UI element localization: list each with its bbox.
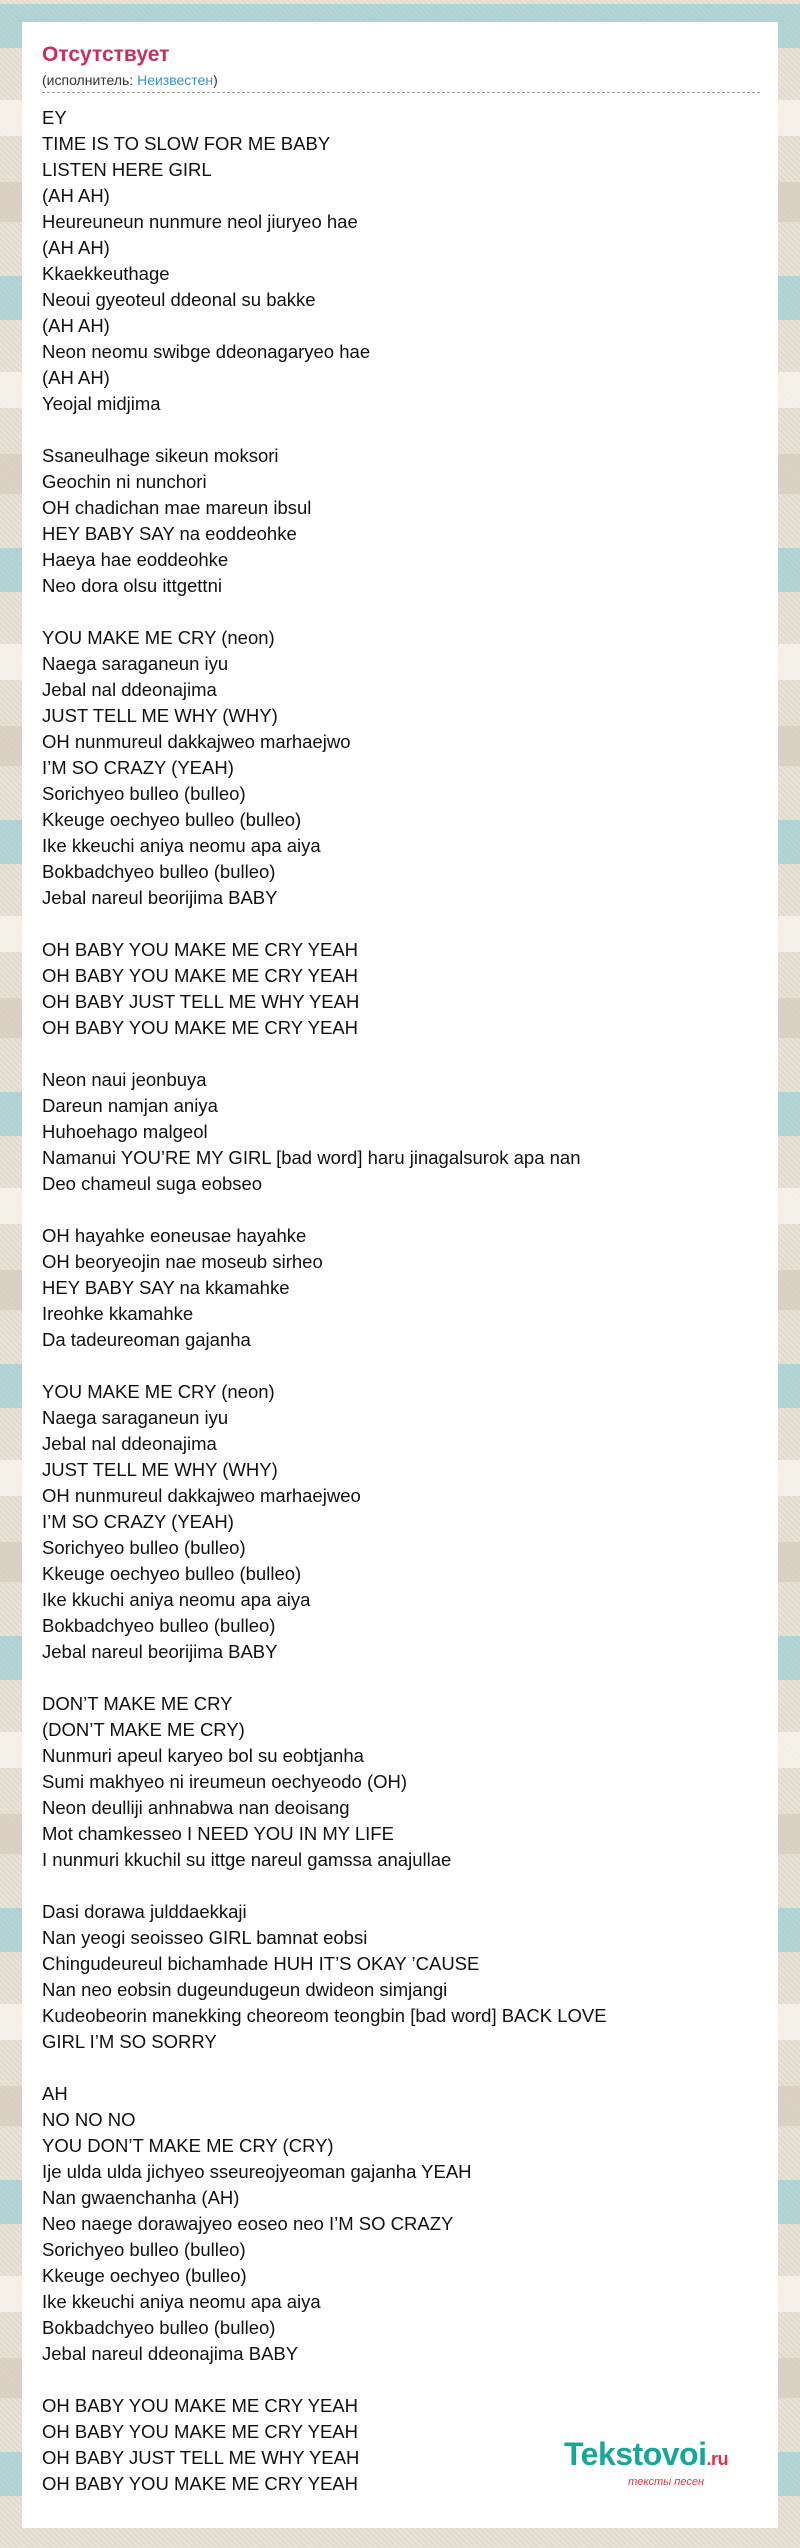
lyric-line: Ike kkuchi aniya neomu apa aiya: [42, 1589, 311, 1610]
lyric-line: OH BABY YOU MAKE ME CRY YEAH: [42, 2395, 358, 2416]
artist-suffix: ): [213, 72, 218, 88]
lyric-line: (AH AH): [42, 237, 110, 258]
logo-tld: .ru: [706, 2449, 728, 2469]
lyric-line: Yeojal midjima: [42, 393, 161, 414]
lyric-line: OH BABY YOU MAKE ME CRY YEAH: [42, 2421, 358, 2442]
lyric-line: Ije ulda ulda jichyeo sseureojyeoman gajanha YEAH: [42, 2161, 472, 2182]
lyric-line: OH nunmureul dakkajweo marhaejweo: [42, 1485, 361, 1506]
lyric-line: (AH AH): [42, 185, 110, 206]
lyric-line: OH BABY YOU MAKE ME CRY YEAH: [42, 1017, 358, 1038]
lyric-line: DON’T MAKE ME CRY: [42, 1693, 233, 1714]
stanza-gap: [42, 1353, 760, 1379]
lyric-line: Jebal nareul ddeonajima BABY: [42, 2343, 299, 2364]
lyric-line: Bokbadchyeo bulleo (bulleo): [42, 2317, 276, 2338]
song-title: Отсутствует: [42, 43, 170, 66]
logo-wordmark: [564, 2437, 728, 2476]
lyric-line: Ike kkeuchi aniya neomu apa aiya: [42, 835, 321, 856]
stanza-gap: [42, 1873, 760, 1899]
lyric-line: (DON’T MAKE ME CRY): [42, 1719, 245, 1740]
lyric-line: Nan gwaenchanha (AH): [42, 2187, 240, 2208]
lyric-line: Naega saraganeun iyu: [42, 1407, 229, 1428]
lyric-line: Kkaekkeuthage: [42, 263, 170, 284]
stanza-gap: [42, 911, 760, 937]
lyric-line: OH hayahke eoneusae hayahke: [42, 1225, 307, 1246]
site-logo[interactable]: [564, 2437, 728, 2488]
lyric-line: Bokbadchyeo bulleo (bulleo): [42, 861, 276, 882]
lyric-line: Huhoehago malgeol: [42, 1121, 208, 1142]
artist-line: [42, 72, 760, 88]
lyric-line: I nunmuri kkuchil su ittge nareul gamssa anajullae: [42, 1849, 452, 1870]
lyric-line: AH: [42, 2083, 68, 2104]
lyric-line: OH beoryeojin nae moseub sirheo: [42, 1251, 323, 1272]
lyric-line: OH chadichan mae mareun ibsul: [42, 497, 312, 518]
stanza-gap: [42, 1665, 760, 1691]
lyric-line: Jebal nareul beorijima BABY: [42, 1641, 278, 1662]
lyric-line: NO NO NO: [42, 2109, 136, 2130]
lyric-line: Jebal nareul beorijima BABY: [42, 887, 278, 908]
artist-prefix: (исполнитель:: [42, 72, 138, 88]
lyric-line: Namanui YOU’RE MY GIRL [bad word] haru jinagalsurok apa nan: [42, 1147, 581, 1168]
lyrics-card: [22, 22, 778, 2528]
lyric-line: Geochin ni nunchori: [42, 471, 207, 492]
lyric-line: Deo chameul suga eobseo: [42, 1173, 263, 1194]
lyric-line: Jebal nal ddeonajima: [42, 1433, 217, 1454]
lyric-line: Haeya hae eoddeohke: [42, 549, 229, 570]
logo-name: Tekstovoi: [563, 2436, 707, 2472]
stanza-gap: [42, 599, 760, 625]
lyric-line: JUST TELL ME WHY (WHY): [42, 705, 278, 726]
lyric-line: HEY BABY SAY na kkamahke: [42, 1277, 290, 1298]
lyric-line: Neoui gyeoteul ddeonal su bakke: [42, 289, 316, 310]
lyric-line: Sumi makhyeo ni ireumeun oechyeodo (OH): [42, 1771, 408, 1792]
lyric-line: OH BABY YOU MAKE ME CRY YEAH: [42, 965, 358, 986]
lyric-line: Neon naui jeonbuya: [42, 1069, 207, 1090]
lyric-line: Sorichyeo bulleo (bulleo): [42, 1537, 246, 1558]
lyric-line: Dasi dorawa julddaekkaji: [42, 1901, 247, 1922]
lyric-line: LISTEN HERE GIRL: [42, 159, 212, 180]
lyric-line: Kkeuge oechyeo (bulleo): [42, 2265, 247, 2286]
lyric-line: OH BABY JUST TELL ME WHY YEAH: [42, 991, 360, 1012]
lyric-line: YOU DON’T MAKE ME CRY (CRY): [42, 2135, 334, 2156]
lyric-line: Kkeuge oechyeo bulleo (bulleo): [42, 809, 302, 830]
lyric-line: OH BABY JUST TELL ME WHY YEAH: [42, 2447, 360, 2468]
lyric-line: Neon neomu swibge ddeonagaryeo hae: [42, 341, 371, 362]
lyric-line: OH nunmureul dakkajweo marhaejwo: [42, 731, 351, 752]
lyric-line: Neo dora olsu ittgettni: [42, 575, 222, 596]
lyric-line: EY: [42, 107, 67, 128]
lyric-line: Bokbadchyeo bulleo (bulleo): [42, 1615, 276, 1636]
lyric-line: Neon deulliji anhnabwa nan deoisang: [42, 1797, 350, 1818]
artist-link[interactable]: Неизвестен: [137, 72, 214, 88]
lyric-line: Da tadeureoman gajanha: [42, 1329, 251, 1350]
lyric-line: HEY BABY SAY na eoddeohke: [42, 523, 297, 544]
lyric-line: Nan yeogi seoisseo GIRL bamnat eobsi: [42, 1927, 368, 1948]
lyric-line: OH BABY YOU MAKE ME CRY YEAH: [42, 939, 358, 960]
lyric-line: Naega saraganeun iyu: [42, 653, 229, 674]
lyric-line: Nan neo eobsin dugeundugeun dwideon simjangi: [42, 1979, 448, 2000]
lyric-line: Heureuneun nunmure neol jiuryeo hae: [42, 211, 358, 232]
lyric-line: YOU MAKE ME CRY (neon): [42, 627, 275, 648]
title-divider: [42, 92, 760, 93]
lyric-line: Sorichyeo bulleo (bulleo): [42, 783, 246, 804]
lyric-line: TIME IS TO SLOW FOR ME BABY: [42, 133, 331, 154]
lyric-line: GIRL I’M SO SORRY: [42, 2031, 217, 2052]
stanza-gap: [42, 2055, 760, 2081]
lyric-line: I’M SO CRAZY (YEAH): [42, 757, 234, 778]
lyric-line: Nunmuri apeul karyeo bol su eobtjanha: [42, 1745, 364, 1766]
lyric-line: Ssaneulhage sikeun moksori: [42, 445, 279, 466]
lyric-line: Jebal nal ddeonajima: [42, 679, 217, 700]
stanza-gap: [42, 417, 760, 443]
lyric-line: Neo naege dorawajyeo eoseo neo I’M SO CRAZY: [42, 2213, 454, 2234]
lyric-line: (AH AH): [42, 315, 110, 336]
stanza-gap: [42, 2367, 760, 2393]
stanza-gap: [42, 1197, 760, 1223]
lyric-line: Ireohke kkamahke: [42, 1303, 194, 1324]
lyric-line: Kkeuge oechyeo bulleo (bulleo): [42, 1563, 302, 1584]
lyric-line: I’M SO CRAZY (YEAH): [42, 1511, 234, 1532]
lyric-line: Chingudeureul bichamhade HUH IT’S OKAY ’CAUSE: [42, 1953, 480, 1974]
lyric-line: YOU MAKE ME CRY (neon): [42, 1381, 275, 1402]
lyric-line: Kudeobeorin manekking cheoreom teongbin [bad word] BACK LOVE: [42, 2005, 607, 2026]
lyric-line: JUST TELL ME WHY (WHY): [42, 1459, 278, 1480]
lyric-line: Dareun namjan aniya: [42, 1095, 218, 1116]
lyric-line: Mot chamkesseo I NEED YOU IN MY LIFE: [42, 1823, 394, 1844]
lyric-line: (AH AH): [42, 367, 110, 388]
logo-tagline: тексты песен: [628, 2476, 704, 2488]
lyric-line: Sorichyeo bulleo (bulleo): [42, 2239, 246, 2260]
lyrics-text: [42, 105, 760, 2497]
lyric-line: Ike kkeuchi aniya neomu apa aiya: [42, 2291, 321, 2312]
stanza-gap: [42, 1041, 760, 1067]
lyric-line: OH BABY YOU MAKE ME CRY YEAH: [42, 2473, 358, 2494]
